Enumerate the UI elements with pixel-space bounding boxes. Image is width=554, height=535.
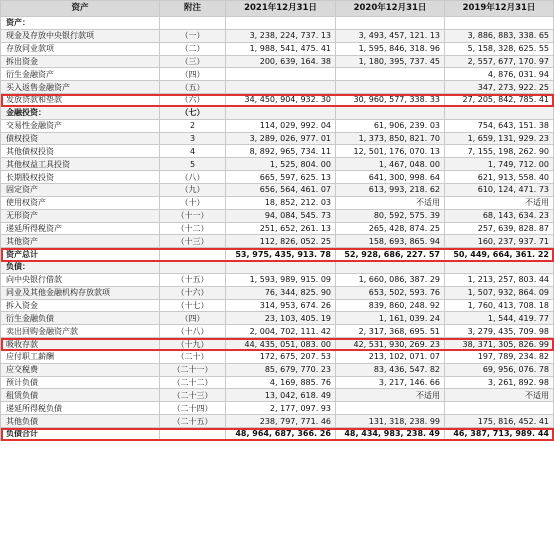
section-row (1, 248, 554, 261)
row-note: （二十五） (160, 415, 226, 428)
row-value-2020: 1, 660, 086, 387. 29 (336, 273, 445, 286)
row-value-2021: 2, 004, 702, 111. 42 (226, 325, 336, 338)
row-note: （十） (160, 196, 226, 209)
row-value-2019: 3, 886, 883, 338. 65 (445, 29, 554, 42)
row-value-2019: 不适用 (445, 196, 554, 209)
row-value-2019 (445, 402, 554, 415)
row-value-2020: 131, 318, 238. 99 (336, 415, 445, 428)
row-value-2019 (445, 17, 554, 30)
row-note: （五） (160, 81, 226, 94)
row-name: 拆入资金 (1, 299, 160, 312)
row-value-2019: 68, 143, 634. 23 (445, 209, 554, 222)
row-name: 买入返售金融资产 (1, 81, 160, 94)
section-row (1, 17, 554, 30)
row-note: （三） (160, 55, 226, 68)
row-name: 其他负债 (1, 415, 160, 428)
row-value-2021: 1, 593, 989, 915. 09 (226, 273, 336, 286)
row-note: （十八） (160, 325, 226, 338)
row-value-2019: 5, 158, 328, 625. 55 (445, 42, 554, 55)
row-value-2021: 44, 435, 051, 083. 00 (226, 338, 336, 351)
row-value-2020 (336, 68, 445, 81)
row-name: 发放贷款和垫款 (1, 94, 160, 107)
row-value-2020: 48, 434, 983, 238. 49 (336, 428, 445, 441)
row-value-2021: 172, 675, 207. 53 (226, 350, 336, 363)
row-value-2020: 213, 102, 071. 07 (336, 350, 445, 363)
table-row (1, 68, 554, 81)
row-value-2019: 46, 387, 713, 989. 44 (445, 428, 554, 441)
row-value-2020 (336, 402, 445, 415)
row-value-2019: 257, 639, 828. 87 (445, 222, 554, 235)
row-value-2020: 3, 217, 146. 66 (336, 376, 445, 389)
row-value-2019: 175, 816, 452. 41 (445, 415, 554, 428)
row-name: 使用权资产 (1, 196, 160, 209)
row-value-2021 (226, 81, 336, 94)
row-value-2020: 839, 860, 248. 92 (336, 299, 445, 312)
row-name: 卖出回购金融资产款 (1, 325, 160, 338)
row-value-2021: 3, 238, 224, 737. 13 (226, 29, 336, 42)
row-value-2019: 3, 261, 892. 98 (445, 376, 554, 389)
row-name: 其他权益工具投资 (1, 158, 160, 171)
row-value-2019: 38, 371, 305, 826. 99 (445, 338, 554, 351)
row-name: 其他资产 (1, 235, 160, 248)
row-note: （十九） (160, 338, 226, 351)
row-note: （八） (160, 171, 226, 184)
row-note: 3 (160, 132, 226, 145)
table-row (1, 273, 554, 286)
table-row (1, 158, 554, 171)
row-note: （十三） (160, 235, 226, 248)
row-value-2021: 665, 597, 625. 13 (226, 171, 336, 184)
row-name: 无形资产 (1, 209, 160, 222)
section-row (1, 261, 554, 274)
row-value-2020: 83, 436, 547. 82 (336, 363, 445, 376)
row-value-2021: 112, 826, 052. 25 (226, 235, 336, 248)
row-note: （二十二） (160, 376, 226, 389)
row-note: （十一） (160, 209, 226, 222)
section-row (1, 428, 554, 441)
row-value-2020: 12, 501, 176, 070. 13 (336, 145, 445, 158)
row-value-2021 (226, 17, 336, 30)
row-note: （二） (160, 42, 226, 55)
row-value-2021: 1, 525, 804. 00 (226, 158, 336, 171)
table-row (1, 389, 554, 402)
row-value-2021: 656, 564, 461. 07 (226, 183, 336, 196)
row-value-2021: 251, 652, 261. 13 (226, 222, 336, 235)
row-value-2019: 1, 749, 712. 00 (445, 158, 554, 171)
row-value-2020: 3, 493, 457, 121. 13 (336, 29, 445, 42)
row-value-2020: 158, 693, 865. 94 (336, 235, 445, 248)
row-value-2020: 613, 993, 218. 62 (336, 183, 445, 196)
row-name: 负债合计 (1, 428, 160, 441)
row-value-2019: 不适用 (445, 389, 554, 402)
row-note: （二十三） (160, 389, 226, 402)
row-value-2020 (336, 17, 445, 30)
table-row (1, 312, 554, 325)
row-value-2020: 不适用 (336, 389, 445, 402)
row-name: 资产： (1, 17, 160, 30)
row-value-2020: 42, 531, 930, 269. 23 (336, 338, 445, 351)
row-value-2019: 1, 760, 413, 708. 18 (445, 299, 554, 312)
row-value-2021: 314, 953, 674. 26 (226, 299, 336, 312)
table-body (1, 17, 554, 441)
row-value-2020: 1, 180, 395, 737. 45 (336, 55, 445, 68)
table-row (1, 415, 554, 428)
table-row (1, 183, 554, 196)
table-row (1, 376, 554, 389)
row-value-2019: 347, 273, 922. 25 (445, 81, 554, 94)
table-row (1, 119, 554, 132)
row-note: （二十一） (160, 363, 226, 376)
row-name: 交易性金融资产 (1, 119, 160, 132)
table-row (1, 235, 554, 248)
row-value-2021: 94, 084, 545. 73 (226, 209, 336, 222)
row-name: 应付职工薪酬 (1, 350, 160, 363)
row-value-2021: 238, 797, 771. 46 (226, 415, 336, 428)
row-note: （十二） (160, 222, 226, 235)
row-value-2019: 50, 449, 664, 361. 22 (445, 248, 554, 261)
row-value-2019: 621, 913, 558. 40 (445, 171, 554, 184)
row-name: 资产总计 (1, 248, 160, 261)
row-value-2021 (226, 106, 336, 119)
row-value-2021: 53, 975, 435, 913. 78 (226, 248, 336, 261)
row-value-2020: 61, 906, 239. 03 (336, 119, 445, 132)
row-value-2019: 1, 507, 932, 864. 09 (445, 286, 554, 299)
row-value-2021: 200, 639, 164. 38 (226, 55, 336, 68)
row-note: （七） (160, 106, 226, 119)
row-note: （六） (160, 94, 226, 107)
row-note: （十六） (160, 286, 226, 299)
row-value-2020: 2, 317, 368, 695. 51 (336, 325, 445, 338)
row-value-2019: 1, 213, 257, 803. 44 (445, 273, 554, 286)
table-row (1, 363, 554, 376)
row-name: 固定资产 (1, 183, 160, 196)
row-value-2019: 7, 155, 198, 262. 90 (445, 145, 554, 158)
header-assets: 资产 (1, 1, 160, 17)
row-value-2020 (336, 106, 445, 119)
table-row (1, 209, 554, 222)
row-value-2021: 76, 344, 825. 90 (226, 286, 336, 299)
row-note (160, 248, 226, 261)
row-value-2019: 197, 789, 234. 82 (445, 350, 554, 363)
row-value-2019: 2, 557, 677, 170. 97 (445, 55, 554, 68)
row-value-2021: 48, 964, 687, 366. 26 (226, 428, 336, 441)
row-value-2021: 23, 103, 405. 19 (226, 312, 336, 325)
table-row (1, 222, 554, 235)
row-value-2021: 18, 852, 212. 03 (226, 196, 336, 209)
row-name: 金融投资： (1, 106, 160, 119)
table-header-row (1, 1, 554, 17)
table-row (1, 196, 554, 209)
table-row (1, 94, 554, 107)
row-note: （十七） (160, 299, 226, 312)
row-note: （九） (160, 183, 226, 196)
row-note: （二十） (160, 350, 226, 363)
row-value-2020: 1, 595, 846, 318. 96 (336, 42, 445, 55)
row-value-2021: 2, 177, 097. 93 (226, 402, 336, 415)
row-value-2020: 1, 467, 048. 00 (336, 158, 445, 171)
row-note (160, 428, 226, 441)
row-name: 应交税费 (1, 363, 160, 376)
row-value-2020: 不适用 (336, 196, 445, 209)
row-name: 现金及存放中央银行款项 (1, 29, 160, 42)
header-2020: 2020年12月31日 (336, 1, 445, 17)
row-value-2020: 653, 502, 593. 76 (336, 286, 445, 299)
row-name: 债权投资 (1, 132, 160, 145)
row-value-2021: 34, 450, 904, 932. 30 (226, 94, 336, 107)
row-value-2020: 30, 960, 577, 338. 33 (336, 94, 445, 107)
row-note (160, 17, 226, 30)
table-row (1, 299, 554, 312)
row-value-2021: 8, 892, 965, 734. 11 (226, 145, 336, 158)
row-value-2021 (226, 68, 336, 81)
row-name: 存放同业款项 (1, 42, 160, 55)
row-value-2021: 4, 169, 885. 76 (226, 376, 336, 389)
row-note: （十五） (160, 273, 226, 286)
row-value-2021: 3, 289, 026, 977. 01 (226, 132, 336, 145)
row-value-2019: 27, 205, 842, 785. 41 (445, 94, 554, 107)
table-row (1, 29, 554, 42)
row-note: （四） (160, 312, 226, 325)
row-note: 4 (160, 145, 226, 158)
row-note: （二十四） (160, 402, 226, 415)
table-row (1, 55, 554, 68)
table-row (1, 145, 554, 158)
row-note: （一） (160, 29, 226, 42)
row-value-2021: 13, 042, 618. 49 (226, 389, 336, 402)
row-note: （四） (160, 68, 226, 81)
row-note (160, 261, 226, 274)
row-name: 吸收存款 (1, 338, 160, 351)
row-value-2020: 1, 161, 039. 24 (336, 312, 445, 325)
header-2021: 2021年12月31日 (226, 1, 336, 17)
row-name: 同业及其他金融机构存放款项 (1, 286, 160, 299)
row-name: 预计负债 (1, 376, 160, 389)
row-value-2020 (336, 81, 445, 94)
table-row (1, 350, 554, 363)
row-value-2020: 52, 928, 686, 227. 57 (336, 248, 445, 261)
table-row (1, 338, 554, 351)
row-value-2019: 4, 876, 031. 94 (445, 68, 554, 81)
header-notes: 附注 (160, 1, 226, 17)
row-value-2019: 69, 956, 076. 78 (445, 363, 554, 376)
row-name: 衍生金融负债 (1, 312, 160, 325)
row-name: 递延所得税资产 (1, 222, 160, 235)
row-value-2020 (336, 261, 445, 274)
row-name: 负债： (1, 261, 160, 274)
row-value-2021: 114, 029, 992. 04 (226, 119, 336, 132)
row-note: 5 (160, 158, 226, 171)
section-row (1, 106, 554, 119)
row-note: 2 (160, 119, 226, 132)
row-value-2020: 265, 428, 874. 25 (336, 222, 445, 235)
row-name: 长期股权投资 (1, 171, 160, 184)
table-row (1, 42, 554, 55)
header-2019: 2019年12月31日 (445, 1, 554, 17)
table-row (1, 81, 554, 94)
row-value-2021: 1, 988, 541, 475. 41 (226, 42, 336, 55)
row-value-2019: 610, 124, 471. 73 (445, 183, 554, 196)
row-value-2020: 80, 592, 575. 39 (336, 209, 445, 222)
row-value-2019 (445, 261, 554, 274)
row-name: 拆出资金 (1, 55, 160, 68)
row-name: 递延所得税负债 (1, 402, 160, 415)
row-name: 向中央银行借款 (1, 273, 160, 286)
row-value-2019: 160, 237, 937. 71 (445, 235, 554, 248)
row-name: 其他债权投资 (1, 145, 160, 158)
row-value-2019 (445, 106, 554, 119)
row-value-2020: 641, 300, 998. 64 (336, 171, 445, 184)
row-name: 租赁负债 (1, 389, 160, 402)
table-row (1, 325, 554, 338)
table-row (1, 286, 554, 299)
row-value-2021 (226, 261, 336, 274)
row-value-2019: 754, 643, 151. 38 (445, 119, 554, 132)
row-value-2020: 1, 373, 850, 821. 70 (336, 132, 445, 145)
row-value-2021: 85, 679, 770. 23 (226, 363, 336, 376)
row-name: 衍生金融资产 (1, 68, 160, 81)
table-row (1, 132, 554, 145)
table-row (1, 402, 554, 415)
row-value-2019: 3, 279, 435, 709. 98 (445, 325, 554, 338)
table-row (1, 171, 554, 184)
row-value-2019: 1, 659, 131, 929. 23 (445, 132, 554, 145)
row-value-2019: 1, 544, 419. 77 (445, 312, 554, 325)
